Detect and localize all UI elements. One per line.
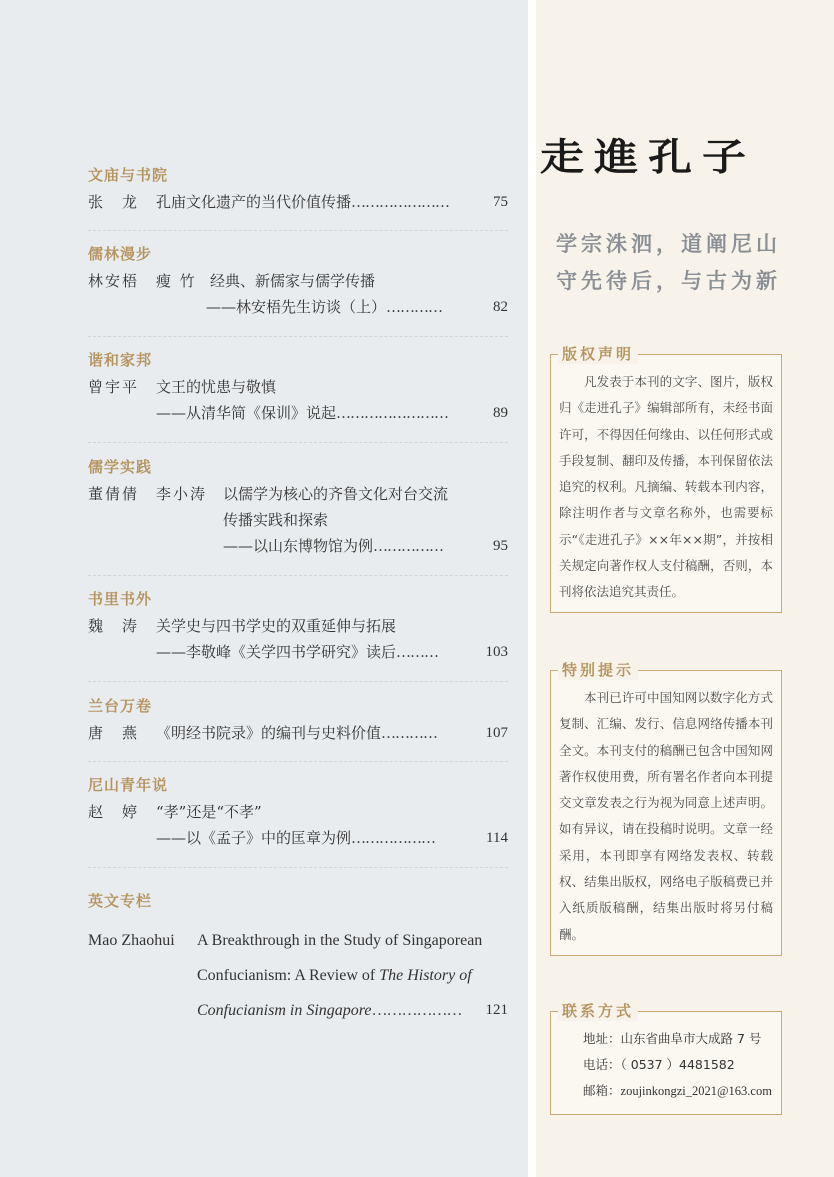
toc-entry-sub[interactable] bbox=[88, 825, 508, 851]
toc-entry-line2[interactable] bbox=[88, 958, 508, 993]
separator bbox=[88, 761, 508, 762]
toc-entry-sub[interactable] bbox=[88, 294, 508, 320]
contact-box bbox=[550, 1011, 782, 1115]
toc-entry[interactable] bbox=[88, 189, 508, 215]
toc-entry-sub[interactable] bbox=[88, 533, 508, 559]
entry-author: 唐 燕 bbox=[88, 724, 140, 742]
leader-dots: …………………… bbox=[336, 404, 449, 422]
leader-dots: …………… bbox=[373, 537, 444, 555]
contact-heading: 联系方式 bbox=[558, 1001, 638, 1021]
entry-author: 张 龙 bbox=[88, 193, 140, 211]
contact-phone bbox=[551, 1052, 781, 1078]
section-title: 尼山青年说 bbox=[88, 776, 169, 794]
notice-text: 本刊已许可中国知网以数字化方式复制、汇编、发行、信息网络传播本刊全文。本刊支付的稿酬已包含中国知网著作权使用费，所有署名作者向本刊提交文章发表之行为视为同意上述声明。如有异议，请在投稿时说明。文章一经采用，本刊即享有网络发表权、转载权、结集出版权，网络电子版稿费已并入纸质版稿酬，结集出版时将另付稿酬。 bbox=[559, 690, 773, 942]
toc-entry[interactable] bbox=[88, 923, 508, 958]
toc-entry[interactable] bbox=[88, 613, 508, 639]
toc-entry[interactable] bbox=[88, 374, 508, 400]
entry-author: 赵 婷 bbox=[88, 803, 140, 821]
separator bbox=[88, 230, 508, 231]
entry-title: 关学史与四书学史的双重延伸与拓展 bbox=[156, 617, 397, 635]
entry-page: 75 bbox=[493, 194, 508, 210]
entry-page: 82 bbox=[493, 299, 508, 315]
section-title: 儒学实践 bbox=[88, 458, 153, 476]
toc-entry[interactable] bbox=[88, 481, 508, 507]
section-title: 谐和家邦 bbox=[88, 351, 153, 369]
copyright-text: 凡发表于本刊的文字、图片，版权归《走进孔子》编辑部所有，未经书面许可，不得因任何缘由、以任何形式或手段复制、翻印及传播，本刊保留依法追究的权利。凡摘编、转载本刊内容，除注明作者与文章名称外，也需要标示“《走进孔子》××年××期”，并按相关规定向著作权人支付稿酬，否则，本刊将依法追究其责任。 bbox=[559, 374, 773, 600]
toc-section bbox=[88, 775, 508, 851]
entry-author: Mao Zhaohui bbox=[88, 932, 175, 949]
phone-value: （ 0537 ）4481582 bbox=[620, 1057, 735, 1072]
separator bbox=[88, 442, 508, 443]
toc-section bbox=[88, 165, 508, 215]
toc-entry-line2[interactable] bbox=[88, 507, 508, 533]
leader-dots: ……………… bbox=[351, 829, 436, 847]
section-title: 儒林漫步 bbox=[88, 245, 153, 263]
entry-author: 林安梧 瘦 竹 bbox=[88, 272, 197, 290]
entry-page: 114 bbox=[486, 830, 508, 846]
entry-title-italic: The History of bbox=[379, 967, 472, 984]
entry-title-cont: Confucianism: A Review of bbox=[197, 967, 380, 984]
entry-page: 103 bbox=[485, 644, 508, 660]
entry-title-cont: 传播实践和探索 bbox=[223, 511, 329, 529]
entry-subtitle: ——以《孟子》中的匡章为例 bbox=[156, 829, 352, 847]
motto-line-2: 守先待后，与古为新 bbox=[556, 269, 781, 293]
section-title: 兰台万卷 bbox=[88, 697, 153, 715]
entry-page: 107 bbox=[485, 725, 508, 741]
toc-entry[interactable] bbox=[88, 268, 508, 294]
entry-author: 魏 涛 bbox=[88, 617, 140, 635]
page-divider bbox=[528, 0, 536, 1177]
address-value: 山东省曲阜市大成路 7 号 bbox=[620, 1031, 762, 1046]
toc-section bbox=[88, 457, 508, 559]
entry-author: 曾宇平 bbox=[88, 378, 140, 396]
separator bbox=[88, 681, 508, 682]
entry-page: 95 bbox=[493, 538, 508, 554]
copyright-box bbox=[550, 354, 782, 613]
separator bbox=[88, 867, 508, 868]
leader-dots: ………… bbox=[381, 724, 438, 742]
copyright-heading: 版权声明 bbox=[558, 344, 638, 364]
toc-section bbox=[88, 589, 508, 665]
leader-dots: ………………… bbox=[351, 193, 450, 211]
phone-label: 电话： bbox=[583, 1057, 621, 1072]
entry-author: 董倩倩 李小涛 bbox=[88, 485, 208, 503]
notice-heading: 特别提示 bbox=[558, 660, 638, 680]
separator bbox=[88, 575, 508, 576]
toc-section bbox=[88, 244, 508, 320]
leader-dots: ……………… bbox=[371, 1002, 462, 1019]
toc-section-english bbox=[88, 891, 508, 1028]
entry-title: 文王的忧患与敬慎 bbox=[156, 378, 277, 396]
entry-title: 经典、新儒家与儒学传播 bbox=[210, 272, 376, 290]
toc-entry[interactable] bbox=[88, 720, 508, 746]
toc-entry-line3[interactable] bbox=[88, 993, 508, 1028]
entry-title-italic: Confucianism in Singapore bbox=[197, 1002, 372, 1019]
toc-section bbox=[88, 350, 508, 426]
notice-box bbox=[550, 670, 782, 956]
toc-entry-sub[interactable] bbox=[88, 639, 508, 665]
leader-dots: ……… bbox=[396, 643, 439, 661]
entry-title: “孝”还是“不孝” bbox=[156, 803, 262, 821]
email-value[interactable]: zoujinkongzi_2021@163.com bbox=[620, 1084, 772, 1098]
contact-address bbox=[551, 1026, 781, 1052]
entry-page: 121 bbox=[485, 1002, 508, 1018]
magazine-title: 走進孔子 bbox=[540, 136, 756, 180]
entry-page: 89 bbox=[493, 405, 508, 421]
entry-subtitle: ——从清华简《保训》说起 bbox=[156, 404, 337, 422]
entry-subtitle: ——林安梧先生访谈（上） bbox=[206, 298, 387, 316]
section-title: 书里书外 bbox=[88, 590, 153, 608]
email-label: 邮箱： bbox=[583, 1083, 621, 1098]
section-title: 文庙与书院 bbox=[88, 166, 169, 184]
separator bbox=[88, 336, 508, 337]
entry-title: 以儒学为核心的齐鲁文化对台交流 bbox=[223, 485, 449, 503]
entry-subtitle: ——李敬峰《关学四书学研究》读后 bbox=[156, 643, 397, 661]
toc-entry-sub[interactable] bbox=[88, 400, 508, 426]
entry-title: 《明经书院录》的编刊与史料价值 bbox=[156, 724, 382, 742]
entry-title: A Breakthrough in the Study of Singaporean bbox=[197, 932, 483, 949]
toc-section bbox=[88, 696, 508, 746]
address-label: 地址： bbox=[583, 1031, 621, 1046]
motto-line-1: 学宗洙泗，道阐尼山 bbox=[556, 232, 781, 256]
contact-email bbox=[551, 1078, 781, 1104]
entry-subtitle: ——以山东博物馆为例 bbox=[223, 537, 374, 555]
leader-dots: ………… bbox=[386, 298, 443, 316]
entry-title: 孔庙文化遗产的当代价值传播 bbox=[156, 193, 352, 211]
toc-entry[interactable] bbox=[88, 799, 508, 825]
section-title: 英文专栏 bbox=[88, 892, 153, 910]
